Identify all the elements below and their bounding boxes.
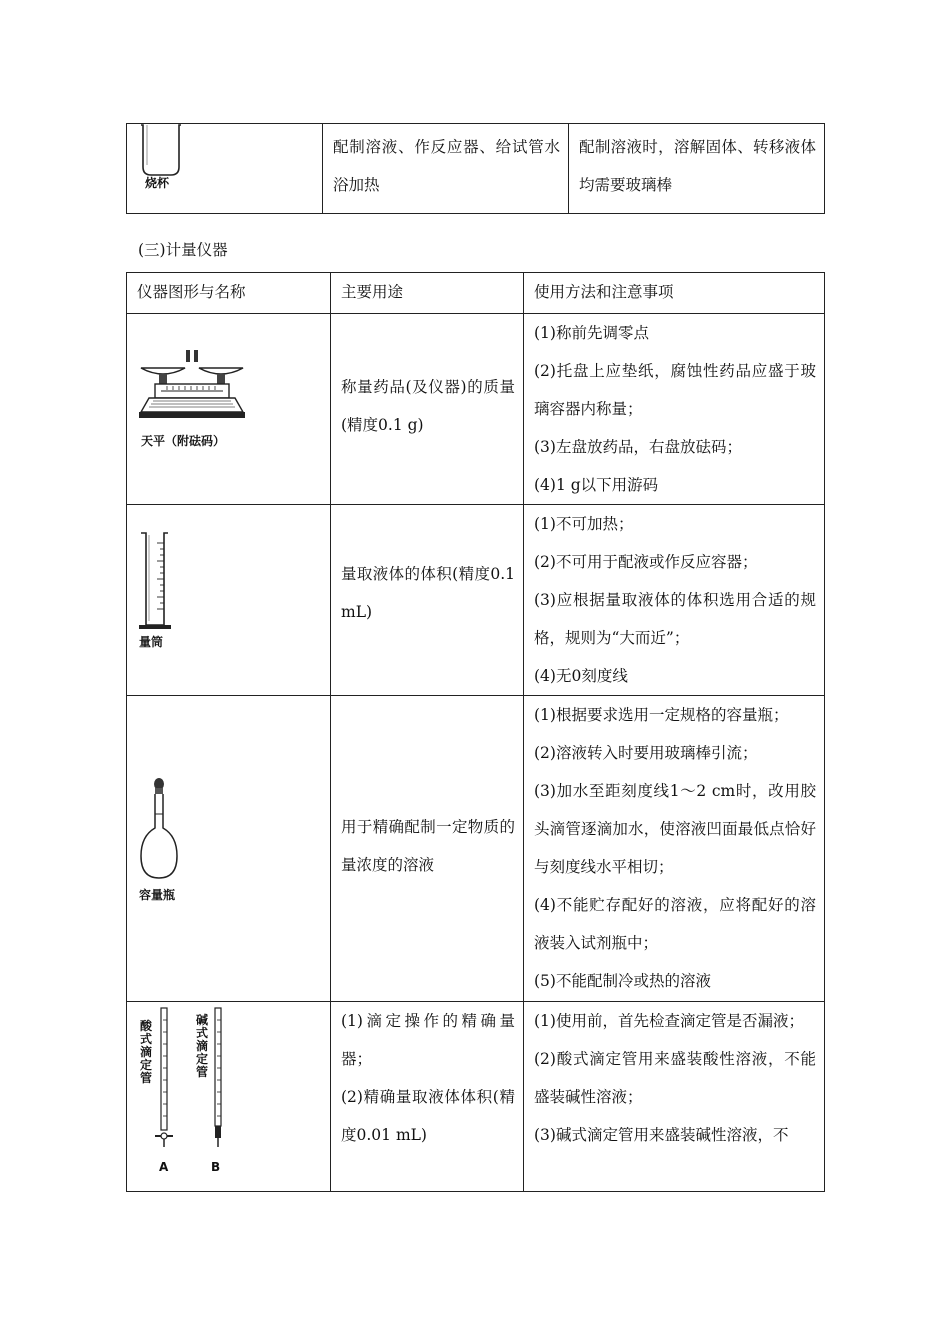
table-row — [127, 505, 825, 696]
base-burette-label: B — [211, 1160, 221, 1174]
table-row — [127, 314, 825, 505]
cylinder-caption: 量筒 — [139, 635, 164, 649]
balance-cell — [127, 314, 331, 505]
beaker-notes: 配制溶液时，溶解固体、转移液体均需要玻璃棒 — [569, 124, 825, 214]
measuring-instruments-table — [126, 272, 825, 1192]
beaker-use: 配制溶液、作反应器、给试管水浴加热 — [323, 124, 569, 214]
flask-cell — [127, 696, 331, 1002]
burette-cell — [127, 1002, 331, 1192]
balance-caption: 天平（附砝码） — [141, 434, 226, 448]
cylinder-notes: (1)不可加热； (2)不可用于配液或作反应容器； (3)应根据量取液体的体积选用合适的规格，规则为“大而近”； (4)无0刻度线 — [524, 505, 825, 696]
cylinder-cell — [127, 505, 331, 696]
cylinder-use: 量取液体的体积(精度0.1 mL) — [331, 505, 524, 696]
header-instrument: 仪器图形与名称 — [127, 273, 331, 314]
flask-caption: 容量瓶 — [139, 888, 176, 902]
acid-burette-icon — [153, 1006, 175, 1148]
acid-burette-label: A — [159, 1160, 169, 1174]
beaker-cell — [127, 124, 323, 214]
section-title: (三)计量仪器 — [138, 241, 228, 259]
burette-notes: (1)使用前，首先检查滴定管是否漏液； (2)酸式滴定管用来盛装酸性溶液，不能盛装碱性溶液； (3)碱式滴定管用来盛装碱性溶液，不 — [524, 1002, 825, 1192]
table-row — [127, 1002, 825, 1192]
flask-use: 用于精确配制一定物质的量浓度的溶液 — [331, 696, 524, 1002]
base-burette-caption: 碱式滴定管 — [195, 1013, 208, 1079]
graduated-cylinder-icon — [137, 531, 177, 631]
header-notes: 使用方法和注意事项 — [524, 273, 825, 314]
table-row — [127, 696, 825, 1002]
top-table — [126, 123, 825, 214]
beaker-caption: 烧杯 — [145, 176, 170, 190]
acid-burette-caption: 酸式滴定管 — [139, 1019, 152, 1085]
volumetric-flask-icon — [137, 776, 187, 886]
header-use: 主要用途 — [331, 273, 524, 314]
flask-notes: (1)根据要求选用一定规格的容量瓶； (2)溶液转入时要用玻璃棒引流； (3)加水至距刻度线1～2 cm时，改用胶头滴管逐滴加水，使溶液凹面最低点恰好与刻度线水平相切； (4)不能贮存配好的溶液，应将配好的溶液装入试剂瓶中； (5)不能配制冷或热的溶液 — [524, 696, 825, 1002]
balance-notes: (1)称前先调零点 (2)托盘上应垫纸，腐蚀性药品应盛于玻璃容器内称量； (3)左盘放药品，右盘放砝码； (4)1 g以下用游码 — [524, 314, 825, 505]
table-header-row — [127, 273, 825, 314]
balance-use: 称量药品(及仪器)的质量(精度0.1 g) — [331, 314, 524, 505]
base-burette-icon — [207, 1006, 229, 1148]
burette-use: (1)滴定操作的精确量器； (2)精确量取液体体积(精度0.01 mL) — [331, 1002, 524, 1192]
balance-icon — [137, 348, 249, 428]
